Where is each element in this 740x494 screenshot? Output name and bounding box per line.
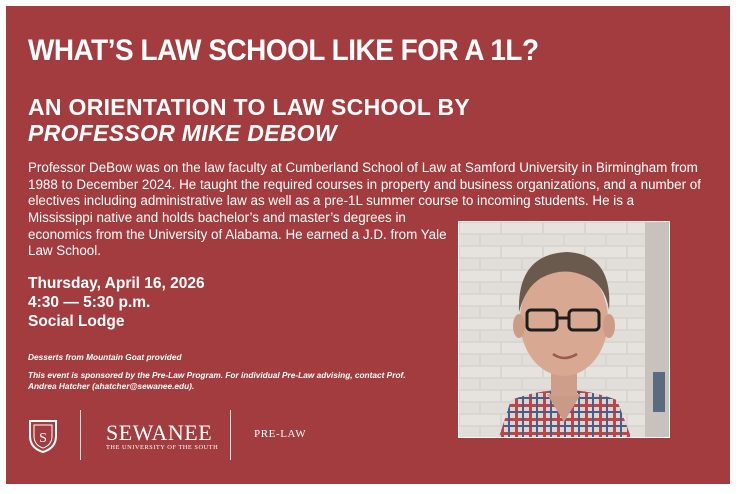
event-flyer [6,6,730,484]
event-time: 4:30 — 5:30 p.m. [28,294,151,311]
speaker-bio-continued: Mississippi native and holds bachelor’s and master’s degrees in economics from the University of Alabama. He earned a J.D. from Yale Law School. [28,210,447,258]
logo-divider-left [80,410,81,460]
flyer-headline: WHAT’S LAW SCHOOL LIKE FOR A 1L? [28,34,539,67]
event-date: Thursday, April 16, 2026 [28,275,205,292]
pre-law-program-label: PRE-LAW [254,428,307,440]
sewanee-tagline: THE UNIVERSITY OF THE SOUTH [106,444,219,451]
flyer-subheading [28,94,718,146]
sewanee-shield-icon [28,418,58,454]
event-details [28,274,358,331]
logo-bar [6,404,730,474]
event-location: Social Lodge [28,313,125,330]
speaker-bio-paragraph: Professor DeBow was on the law faculty at Cumberland School of Law at Samford University in Birmingham from 1988 to December 2024. He taught the required courses in property and business organizations, and a number of electives including administrative law as well as a pre-1L summer course to incoming students. He is a [28,160,701,208]
subheading-speaker-name: PROFESSOR MIKE DEBOW [28,120,337,146]
subheading-line-1: AN ORIENTATION TO LAW SCHOOL BY [28,94,471,120]
sponsor-note: This event is sponsored by the Pre-Law Program. For individual Pre-Law advising, contact Prof. Andrea Hatcher (ahatcher@sewanee.edu). [28,370,406,391]
refreshments-note: Desserts from Mountain Goat provided [28,352,182,362]
logo-divider-right [230,410,231,460]
shield-letter: S [39,431,47,446]
sewanee-wordmark: SEWANEE [106,420,213,445]
